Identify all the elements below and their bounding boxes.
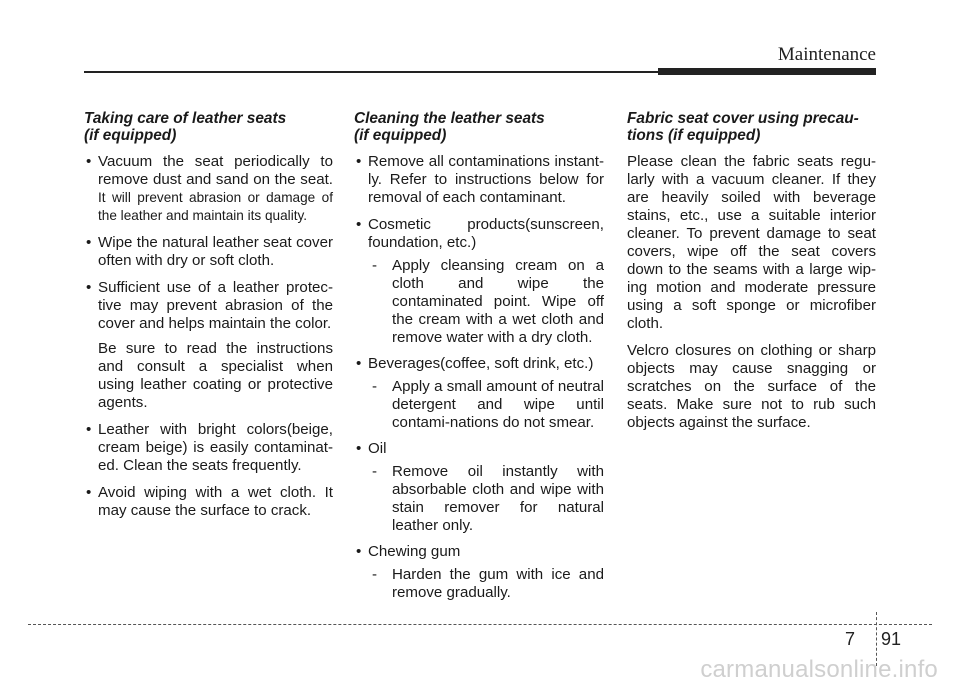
heading-line: (if equipped) xyxy=(84,127,177,144)
header-rule-accent xyxy=(658,68,876,75)
list-item: • Leather with bright colors(beige, cream beige) is easily contaminat-ed. Clean the seats frequently. xyxy=(84,421,333,475)
sub-item: - Remove oil instantly with absorbable cloth and wipe with stain remover for natural leather only. xyxy=(368,463,604,535)
heading-line: Cleaning the leather seats xyxy=(354,110,545,127)
watermark: carmanualsonline.info xyxy=(700,656,938,683)
list-item: • Sufficient use of a leather protec-tive may prevent abrasion of the cover and helps maintain the color. xyxy=(84,279,333,333)
paragraph: Velcro closures on clothing or sharp objects may cause snagging or scratches on the surface of the seats. Make sure not to rub such objects against the surface. xyxy=(627,342,876,431)
list-item: • Wipe the natural leather seat cover often with dry or soft cloth. xyxy=(84,234,333,270)
page-number: 91 xyxy=(881,629,902,649)
list-item: • Remove all contaminations instant-ly. Refer to instructions below for removal of each contaminant. xyxy=(354,153,604,207)
list-item: • Cosmetic products(sunscreen, foundation, etc.) xyxy=(354,216,604,252)
item-text: Vacuum the seat periodically to remove dust and sand on the seat. xyxy=(98,153,333,188)
list-item: • Beverages(coffee, soft drink, etc.) xyxy=(354,355,604,373)
sub-item: - Apply cleansing cream on a cloth and wipe the contaminated point. Wipe off the cream with a wet cloth and remove water with a dry cloth. xyxy=(368,257,604,347)
item-text-small: It will prevent abrasion or damage of the leather and maintain its quality. xyxy=(98,190,333,223)
list-item: • Avoid wiping with a wet cloth. It may cause the surface to crack. xyxy=(84,484,333,520)
heading-line: Fabric seat cover using precau- xyxy=(627,110,859,127)
heading-fabric-seats xyxy=(627,110,876,144)
heading-line: Taking care of leather seats xyxy=(84,110,287,127)
heading-line: tions (if equipped) xyxy=(627,127,761,144)
column-leather-care xyxy=(84,110,333,529)
column-fabric-seats xyxy=(627,110,876,441)
section-title: Maintenance xyxy=(777,44,876,65)
sub-item: - Apply a small amount of neutral detergent and wipe until contami-nations do not smear. xyxy=(368,378,604,432)
header-rule xyxy=(84,71,658,73)
footer-rule xyxy=(28,624,932,625)
heading-leather-care xyxy=(84,110,333,144)
column-leather-cleaning xyxy=(354,110,604,610)
sub-item: - Harden the gum with ice and remove gradually. xyxy=(368,566,604,602)
list-item xyxy=(84,153,333,225)
heading-leather-cleaning xyxy=(354,110,604,144)
list-item: • Oil xyxy=(354,440,604,458)
chapter-number: 7 xyxy=(845,629,856,649)
paragraph: Please clean the fabric seats regu-larly with a vacuum cleaner. If they are heavily soiled with beverage stains, etc., use a suitable interior cleaner. To prevent damage to seat covers, wipe off the seat covers down to the seams with a large wip-ing motion and moderate pressure using a soft sponge or microfiber cloth. xyxy=(627,153,876,332)
list-item-note: Be sure to read the instructions and consult a specialist when using leather coating or protective agents. xyxy=(98,340,333,411)
heading-line: (if equipped) xyxy=(354,127,447,144)
list-item: • Chewing gum xyxy=(354,543,604,561)
